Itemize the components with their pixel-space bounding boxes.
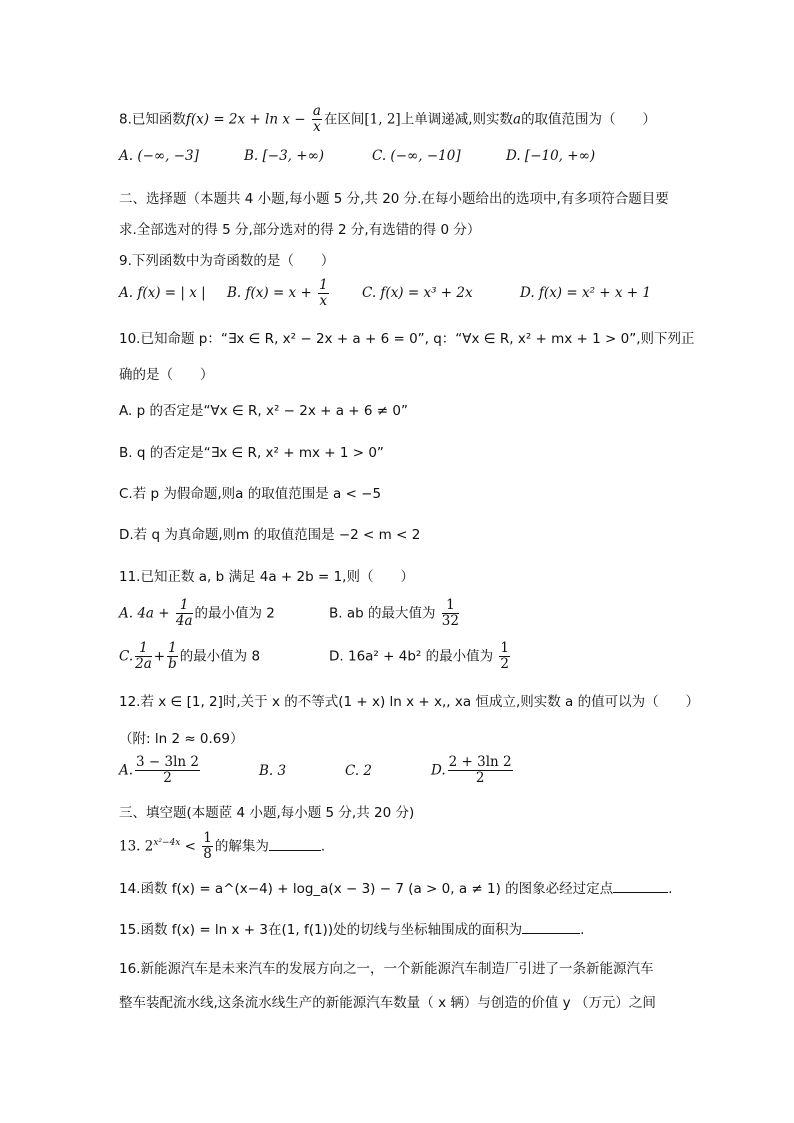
q8-option-d: D. [−10, +∞) [506,148,596,164]
q9-b-num: 1 [319,277,328,293]
q9-option-b-text: B. f(x) = x + [227,285,317,301]
q8-prefix: 8.已知函数 [119,111,186,128]
q11-row-1 [119,598,461,629]
q11-c-fraction-2 [167,641,178,672]
q11-b-den: 32 [441,613,459,629]
q14-answer-blank[interactable] [613,878,668,893]
q11-option-b [329,598,461,629]
q12-d-fraction [448,755,513,786]
question-10: 10.已知命题 p：“∃x ∈ R, x² − 2x + a + 6 = 0”, q：“∀x ∈ R, x² + mx + 1 > 0”,则下列正 [119,331,695,347]
q12-option-d [431,755,515,786]
question-11: 11.已知正数 a, b 满足 4a + 2b = 1,则（ ） [119,569,414,585]
q8-fraction [312,104,322,135]
q15-end: . [580,922,585,938]
q11-c-fraction-1 [135,641,152,672]
q15-answer-blank[interactable] [522,919,580,934]
q9-option-b-fraction [318,278,329,309]
q11-option-a [119,598,329,629]
q8-middle: 在区间 [323,111,365,128]
q9-option-b [227,278,362,309]
q13-end: . [320,838,326,855]
q12-d-den: 2 [475,770,485,786]
q12-d-num: 2 + 3ln 2 [448,754,512,770]
q13-den: 8 [203,846,212,862]
q11-option-c [119,641,329,672]
q13-lt: < [180,838,201,855]
q8-option-a: A. (−∞, −3] [119,148,199,164]
q10-option-b: B. q 的否定是“∃x ∈ R, x² + mx + 1 > 0” [119,445,384,461]
question-12: 12.若 x ∈ [1, 2]时,关于 x 的不等式(1 + x) ln x + x,, xa 恒成立,则实数 a 的值可以为（ ） [119,694,700,710]
q9-option-a: A. f(x) = | x | [119,285,206,301]
q11-b-text: B. ab 的最大值为 [329,605,440,622]
q8-suffix: 上单调递减,则实数 [400,111,513,128]
q8-options [119,148,595,164]
q11-c-den1: 2a [135,656,152,672]
q11-c-plus: + [153,648,166,665]
question-8 [119,104,656,135]
q13-post: 的解集为 [214,838,269,855]
q9-b-den: x [319,293,328,309]
q12-a-num: 3 − 3ln 2 [136,754,200,770]
question-9: 9.下列函数中为奇函数的是（ ） [119,253,335,269]
q8-var: a [513,111,522,128]
q11-b-fraction [442,598,459,629]
q10-option-c: C.若 p 为假命题,则a 的取值范围是 a < −5 [119,486,382,502]
q8-interval: [1, 2] [364,111,401,128]
q8-tail: 的取值范围为（ ） [521,111,657,128]
question-16-cont: 整车装配流水线,这条流水线生产的新能源汽车数量（ x 辆）与创造的价值 y （万元）之间 [119,995,656,1011]
q11-a-post: 的最小值为 2 [194,605,275,622]
q9-options [119,278,651,309]
q13-answer-blank[interactable] [269,836,321,851]
q12-a-label: A. [119,762,134,779]
q8-function: f(x) = 2x + ln x − [185,111,310,128]
q8-option-c: C. (−∞, −10] [372,148,461,164]
q9-option-c: C. f(x) = x³ + 2x [362,285,473,301]
question-16: 16.新能源汽车是未来汽车的发展方向之一，一个新能源汽车制造厂引进了一条新能源汽车 [119,961,654,977]
q11-row-2 [119,641,512,672]
q11-a-fraction [176,598,193,629]
q11-b-num: 1 [442,598,459,614]
q12-option-a [119,755,259,786]
q10-option-a: A. p 的否定是“∀x ∈ R, x² − 2x + a + 6 ≠ 0” [119,403,408,419]
q11-d-num: 1 [500,640,509,656]
q12-note: （附: ln 2 ≈ 0.69） [119,731,244,747]
q11-option-d [329,641,512,672]
q11-c-post: 的最小值为 8 [179,648,261,665]
q14-text: 14.函数 f(x) = a^(x−4) + log_a(x − 3) − 7 (a > 0, a ≠ 1) 的图象必经过定点 [119,881,614,897]
q11-c-den2: b [168,656,177,672]
question-10-cont: 确的是（ ） [119,367,214,383]
q13-fraction [202,831,213,862]
q14-end: . [668,881,673,897]
question-14 [119,877,672,897]
q8-option-b: B. [−3, +∞) [244,148,325,164]
question-15 [119,918,584,938]
q11-a-den: 4a [175,613,193,629]
q12-option-b: B. 3 [259,762,287,779]
q12-a-fraction [135,755,200,786]
q11-a-text: A. 4a + [119,605,174,622]
q10-option-d: D.若 q 为真命题,则m 的取值范围是 −2 < m < 2 [119,527,421,543]
q11-d-den: 2 [500,656,509,672]
section-2-heading: 二、选择题（本题共 4 小题,每小题 5 分,共 20 分.在每小题给出的选项中,有多项符合题目要 [119,191,669,207]
q11-d-text: D. 16a² + 4b² 的最小值为 [329,648,498,665]
q11-c-num1: 1 [135,641,152,657]
q12-option-c: C. 2 [345,762,373,779]
q8-frac-num: a [312,103,321,119]
q13-exponent: x²−4x [153,838,181,848]
q11-c-num2: 1 [168,640,177,656]
q13-num: 1 [203,830,212,846]
q12-options [119,755,515,786]
q11-d-fraction [499,641,510,672]
q12-d-label: D. [431,762,446,779]
q13-base: 13. 2 [119,838,154,855]
q11-a-num: 1 [176,598,193,614]
q12-a-den: 2 [163,770,172,786]
question-13 [119,831,325,862]
section-3-heading: 三、填空题(本题茝 4 小题,每小题 5 分,共 20 分) [119,805,415,821]
q11-c-label: C. [119,648,134,665]
section-2-heading-cont: 求.全部选对的得 5 分,部分选对的得 2 分,有选错的得 0 分） [119,222,481,238]
q8-frac-den: x [313,119,321,135]
q15-text: 15.函数 f(x) = ln x + 3在(1, f(1))处的切线与坐标轴围成的面积为 [119,922,523,938]
q9-option-d: D. f(x) = x² + x + 1 [520,285,651,301]
